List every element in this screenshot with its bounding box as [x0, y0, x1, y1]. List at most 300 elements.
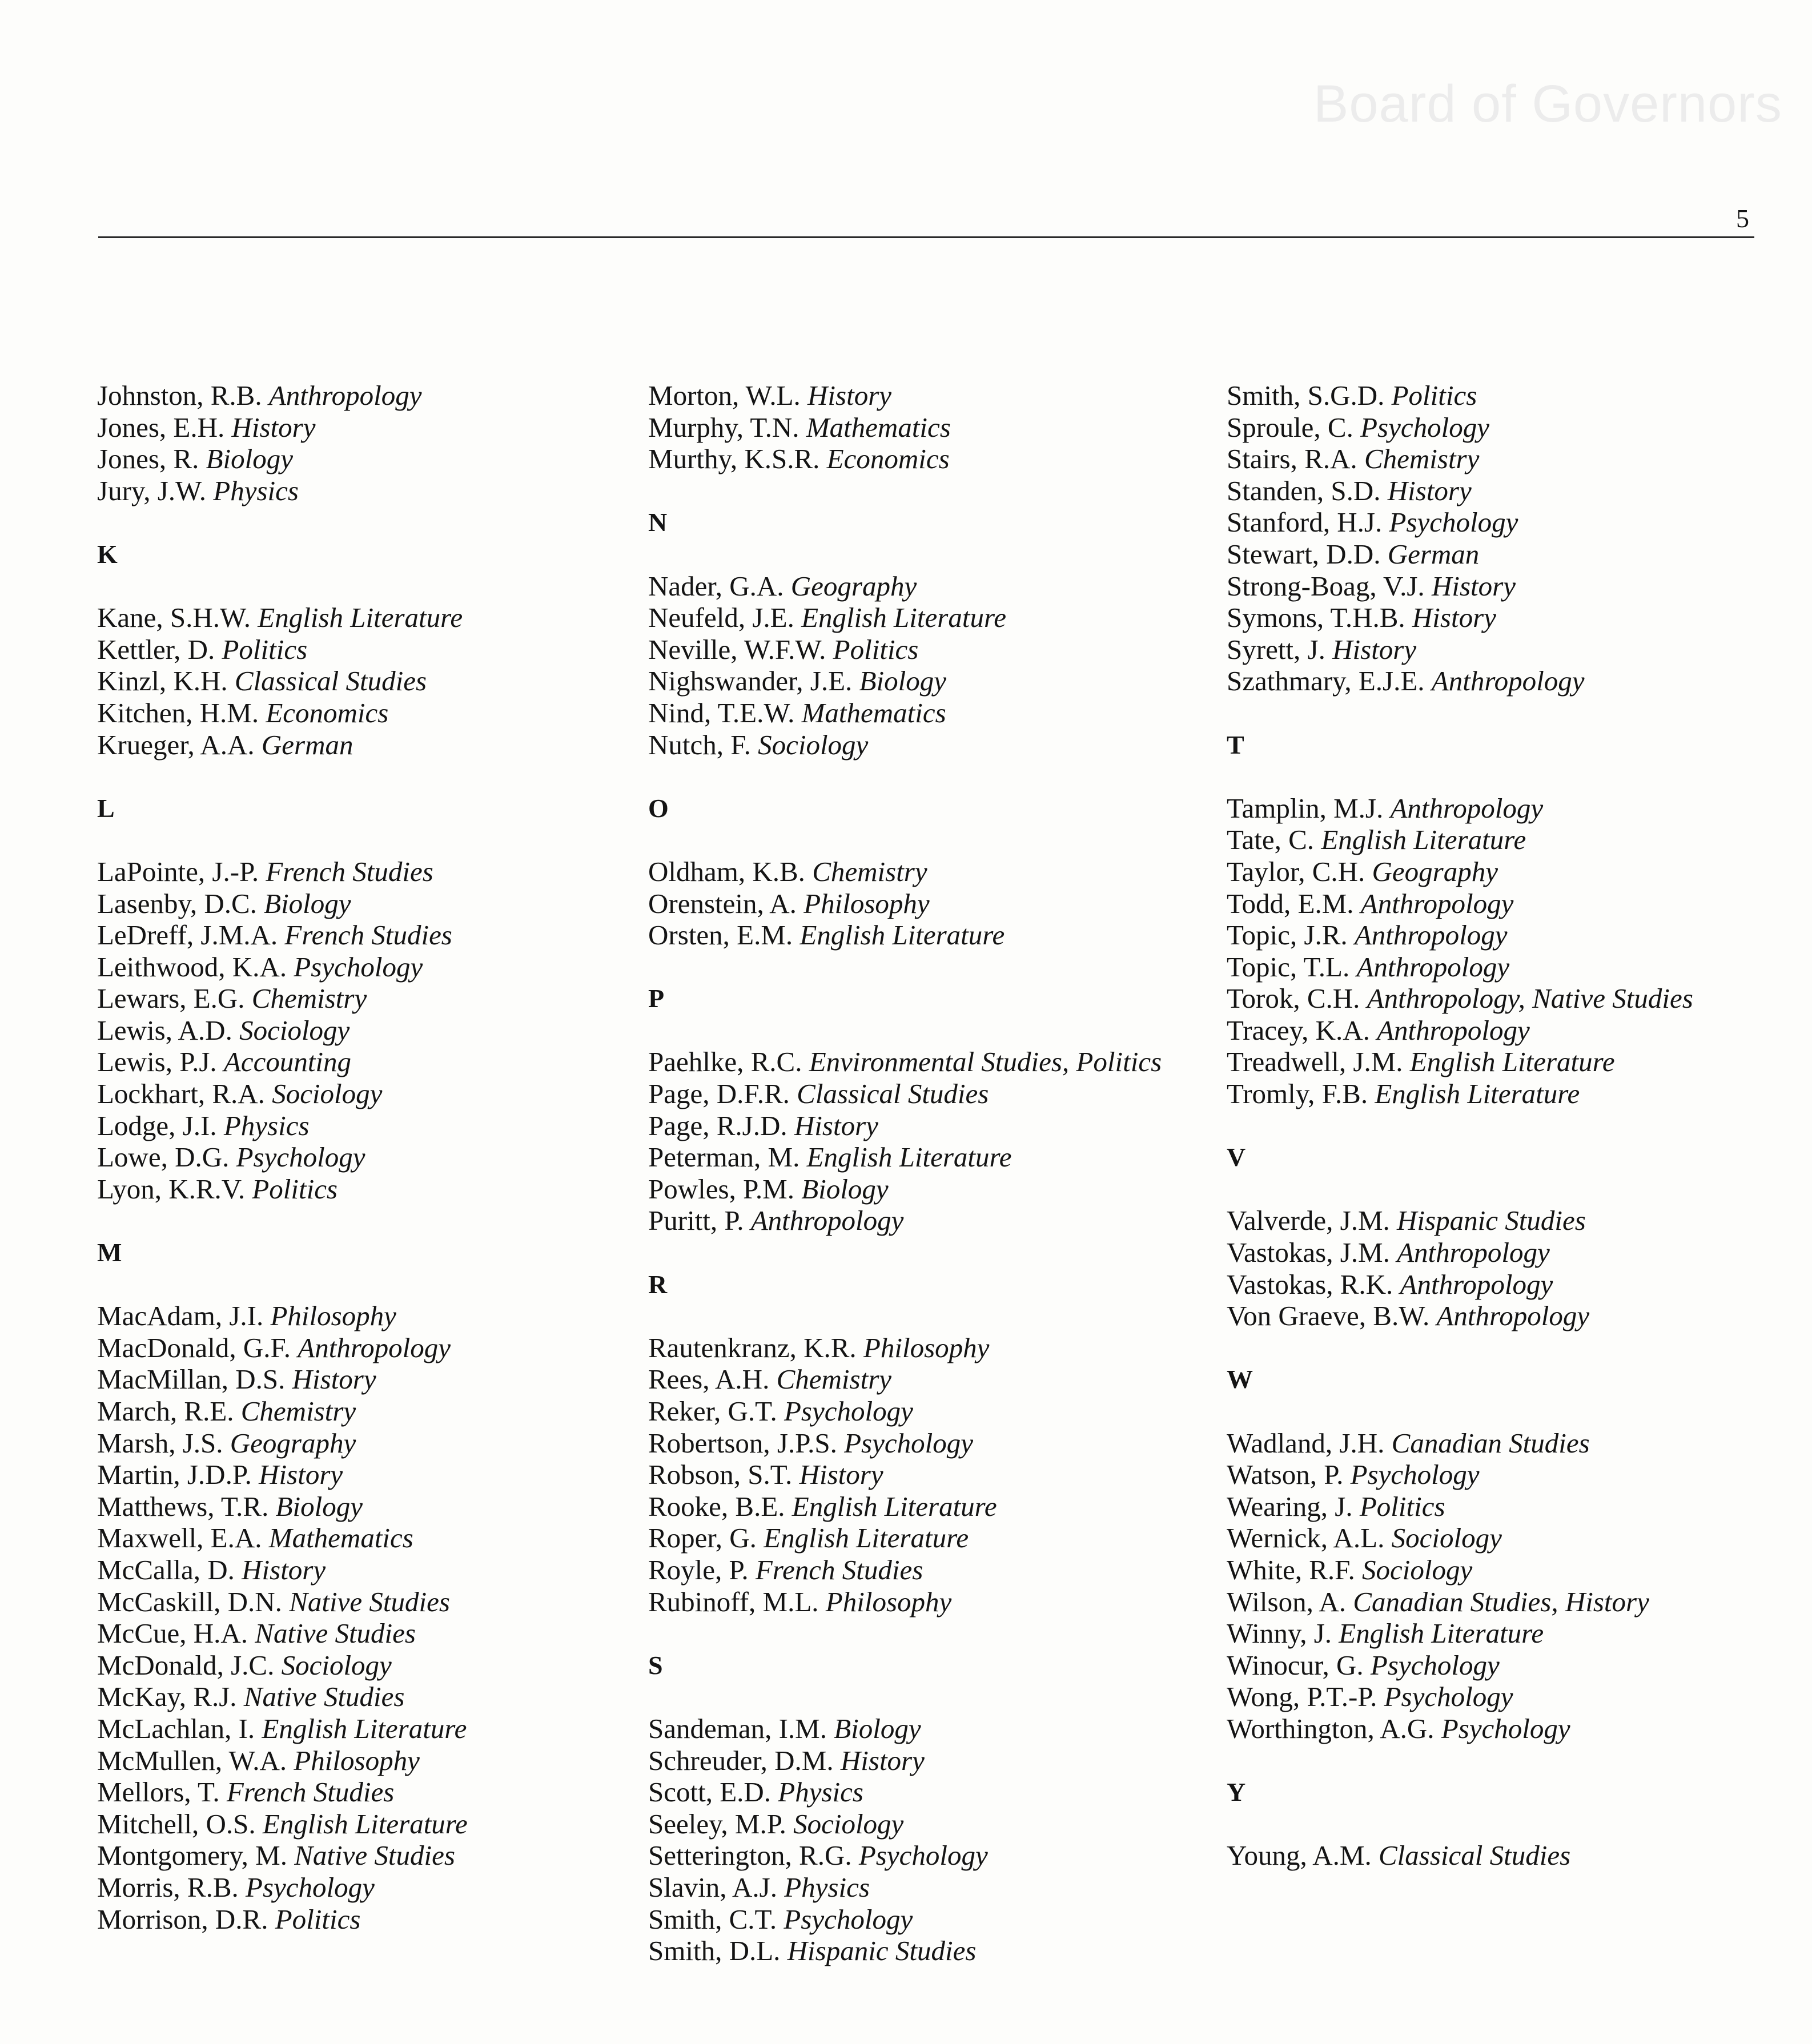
faculty-department: Physics	[213, 474, 299, 506]
faculty-entry	[97, 1840, 468, 1872]
faculty-entry	[648, 697, 1162, 729]
faculty-department: Anthropology	[268, 380, 422, 411]
faculty-department: Chemistry	[1364, 443, 1480, 475]
faculty-entry	[97, 729, 468, 761]
faculty-name: McCaskill, D.N.	[97, 1586, 282, 1618]
faculty-entry	[648, 412, 1162, 444]
faculty-department: Philosophy	[270, 1300, 396, 1332]
faculty-entry	[648, 665, 1162, 697]
faculty-name: Martin, J.D.P.	[97, 1459, 252, 1491]
faculty-name: Treadwell, J.M.	[1227, 1046, 1403, 1078]
faculty-department: Sociology	[1362, 1554, 1473, 1586]
faculty-name: MacDonald, G.F.	[97, 1331, 291, 1363]
section-letter: W	[1227, 1365, 1253, 1394]
bleed-through-heading: Board of Governors	[1313, 75, 1782, 133]
faculty-entry	[97, 1745, 468, 1777]
faculty-entry	[648, 443, 1162, 475]
faculty-department: Geography	[790, 570, 917, 602]
faculty-entry	[1227, 824, 1693, 856]
faculty-name: Jones, R.	[97, 443, 199, 475]
faculty-department: History	[1332, 633, 1417, 665]
faculty-entry	[97, 475, 468, 507]
faculty-name: Standen, S.D.	[1227, 474, 1381, 506]
faculty-entry	[97, 1522, 468, 1554]
faculty-entry	[648, 1427, 1162, 1459]
faculty-entry	[648, 1332, 1162, 1364]
faculty-department: Native Studies	[243, 1681, 405, 1713]
faculty-name: Neville, W.F.W.	[648, 633, 826, 665]
faculty-name: Winny, J.	[1227, 1618, 1332, 1649]
faculty-entry	[97, 1554, 468, 1586]
faculty-entry	[1227, 1491, 1693, 1523]
faculty-name: Wearing, J.	[1227, 1490, 1353, 1522]
faculty-entry	[97, 1649, 468, 1681]
faculty-department: Psychology	[1370, 1649, 1500, 1681]
faculty-name: MacMillan, D.S.	[97, 1363, 286, 1395]
faculty-department: Psychology	[1360, 411, 1489, 443]
faculty-department: History	[840, 1744, 925, 1776]
faculty-department: English Literature	[806, 1141, 1012, 1173]
faculty-entry	[648, 570, 1162, 602]
faculty-name: Young, A.M.	[1227, 1840, 1372, 1872]
faculty-entry	[1227, 1649, 1693, 1681]
faculty-department: Anthropology	[298, 1331, 451, 1363]
faculty-department: Anthropology, Native Studies	[1367, 983, 1693, 1015]
faculty-entry	[97, 1173, 468, 1205]
faculty-name: Maxwell, E.A.	[97, 1522, 262, 1554]
faculty-entry	[1227, 792, 1693, 824]
faculty-entry	[648, 919, 1162, 951]
faculty-entry	[1227, 1269, 1693, 1301]
faculty-name: Marsh, J.S.	[97, 1427, 223, 1459]
faculty-department: Classical Studies	[234, 665, 427, 697]
faculty-department: Psychology	[236, 1141, 365, 1173]
section-letter: N	[648, 508, 668, 537]
faculty-department: German	[261, 729, 353, 761]
faculty-department: Physics	[784, 1871, 870, 1903]
faculty-department: Psychology	[1441, 1712, 1570, 1744]
section-letter: K	[97, 539, 118, 569]
faculty-name: Lasenby, D.C.	[97, 887, 257, 919]
faculty-name: Rubinoff, M.L.	[648, 1586, 819, 1618]
faculty-entry	[97, 1015, 468, 1047]
faculty-name: Puritt, P.	[648, 1205, 744, 1237]
faculty-department: Classical Studies	[797, 1078, 989, 1110]
faculty-department: Biology	[859, 665, 946, 697]
faculty-department: Anthropology	[1354, 919, 1508, 951]
faculty-name: Rooke, B.E.	[648, 1490, 785, 1522]
faculty-entry	[1227, 1205, 1693, 1237]
faculty-name: McDonald, J.C.	[97, 1649, 275, 1681]
faculty-department: History	[1412, 602, 1496, 634]
faculty-department: Accounting	[223, 1046, 352, 1078]
faculty-department: Philosophy	[863, 1331, 990, 1363]
faculty-name: McCalla, D.	[97, 1554, 235, 1586]
faculty-department: Anthropology	[750, 1205, 904, 1237]
faculty-entry	[1227, 1427, 1693, 1459]
section-letter: V	[1227, 1142, 1246, 1172]
faculty-department: Sociology	[758, 729, 869, 761]
faculty-department: History	[807, 380, 892, 411]
faculty-department: Psychology	[246, 1871, 375, 1903]
faculty-entry	[648, 1078, 1162, 1110]
section-letter: M	[97, 1238, 122, 1268]
faculty-name: Lyon, K.R.V.	[97, 1173, 246, 1205]
faculty-department: Mathematics	[268, 1522, 413, 1554]
faculty-department: Anthropology	[1400, 1268, 1553, 1300]
faculty-department: Native Studies	[289, 1586, 450, 1618]
faculty-name: Slavin, A.J.	[648, 1871, 777, 1903]
faculty-name: Kane, S.H.W.	[97, 602, 251, 634]
faculty-name: Lowe, D.G.	[97, 1141, 230, 1173]
faculty-department: Politics	[252, 1173, 338, 1205]
faculty-department: English Literature	[764, 1522, 969, 1554]
faculty-name: Smith, C.T.	[648, 1903, 777, 1935]
faculty-entry	[97, 1363, 468, 1395]
faculty-department: Philosophy	[803, 887, 930, 919]
faculty-entry	[97, 697, 468, 729]
faculty-department: Psychology	[844, 1427, 973, 1459]
faculty-entry	[1227, 1046, 1693, 1078]
faculty-entry	[97, 1078, 468, 1110]
faculty-department: Native Studies	[294, 1840, 455, 1872]
faculty-name: Nader, G.A.	[648, 570, 784, 602]
faculty-department: English Literature	[262, 1712, 467, 1744]
faculty-entry	[97, 1618, 468, 1649]
faculty-name: Schreuder, D.M.	[648, 1744, 834, 1776]
faculty-department: Psychology	[1389, 506, 1518, 538]
faculty-department: Biology	[834, 1712, 921, 1744]
faculty-department: Classical Studies	[1378, 1840, 1571, 1872]
faculty-name: Stanford, H.J.	[1227, 506, 1383, 538]
faculty-department: Anthropology	[1436, 1300, 1590, 1332]
faculty-department: History	[242, 1554, 326, 1586]
faculty-name: Robertson, J.P.S.	[648, 1427, 837, 1459]
faculty-entry	[1227, 951, 1693, 983]
faculty-entry	[1227, 506, 1693, 538]
faculty-entry	[97, 983, 468, 1015]
faculty-entry	[1227, 919, 1693, 951]
faculty-department: Native Studies	[255, 1618, 416, 1649]
faculty-entry	[1227, 1078, 1693, 1110]
faculty-department: Sociology	[272, 1078, 383, 1110]
faculty-department: Sociology	[281, 1649, 392, 1681]
faculty-name: Matthews, T.R.	[97, 1490, 269, 1522]
faculty-name: Scott, E.D.	[648, 1776, 772, 1808]
section-letter: Y	[1227, 1777, 1246, 1807]
faculty-entry	[1227, 665, 1693, 697]
faculty-entry	[648, 1205, 1162, 1237]
faculty-entry	[648, 1935, 1162, 1967]
faculty-department: Economics	[826, 443, 950, 475]
faculty-department: Canadian Studies	[1391, 1427, 1590, 1459]
faculty-department: French Studies	[284, 919, 452, 951]
faculty-name: Leithwood, K.A.	[97, 951, 287, 983]
faculty-entry	[97, 888, 468, 920]
faculty-name: Paehlke, R.C.	[648, 1046, 802, 1078]
faculty-entry	[648, 1554, 1162, 1586]
faculty-department: Politics	[1359, 1490, 1445, 1522]
faculty-entry	[648, 1745, 1162, 1777]
faculty-name: Kitchen, H.M.	[97, 697, 259, 729]
faculty-name: Oldham, K.B.	[648, 855, 805, 887]
faculty-entry	[1227, 1237, 1693, 1269]
faculty-entry	[1227, 538, 1693, 570]
faculty-name: Lewis, P.J.	[97, 1046, 217, 1078]
faculty-entry	[97, 443, 468, 475]
faculty-department: Chemistry	[812, 855, 927, 887]
faculty-entry	[648, 729, 1162, 761]
section-letter: O	[648, 793, 669, 823]
faculty-name: Page, R.J.D.	[648, 1109, 788, 1141]
faculty-entry	[97, 1459, 468, 1491]
faculty-name: Johnston, R.B.	[97, 380, 262, 411]
faculty-name: Murphy, T.N.	[648, 411, 799, 443]
faculty-department: English Literature	[792, 1490, 997, 1522]
faculty-department: Biology	[264, 887, 351, 919]
faculty-department: Psychology	[294, 951, 423, 983]
faculty-entry	[1227, 888, 1693, 920]
faculty-name: Morris, R.B.	[97, 1871, 239, 1903]
faculty-name: Neufeld, J.E.	[648, 602, 794, 634]
faculty-entry	[1227, 983, 1693, 1015]
faculty-entry	[1227, 412, 1693, 444]
faculty-entry	[648, 1173, 1162, 1205]
faculty-department: Sociology	[239, 1014, 350, 1046]
faculty-department: English Literature	[262, 1808, 468, 1840]
faculty-name: Stairs, R.A.	[1227, 443, 1357, 475]
faculty-entry	[97, 856, 468, 888]
faculty-entry	[97, 1681, 468, 1713]
faculty-name: Smith, D.L.	[648, 1935, 781, 1967]
faculty-entry	[97, 665, 468, 697]
faculty-name: Nind, T.E.W.	[648, 697, 795, 729]
faculty-department: French Studies	[226, 1776, 395, 1808]
faculty-entry	[97, 951, 468, 983]
faculty-entry	[648, 1522, 1162, 1554]
faculty-name: Stewart, D.D.	[1227, 538, 1381, 570]
faculty-department: Chemistry	[240, 1395, 356, 1427]
faculty-name: LaPointe, J.-P.	[97, 855, 259, 887]
faculty-department: Canadian Studies, History	[1353, 1586, 1649, 1618]
faculty-name: Nutch, F.	[648, 729, 751, 761]
faculty-entry	[648, 1840, 1162, 1872]
section-letter: P	[648, 984, 665, 1013]
faculty-name: Sproule, C.	[1227, 411, 1353, 443]
faculty-name: Krueger, A.A.	[97, 729, 255, 761]
faculty-entry	[648, 380, 1162, 412]
faculty-entry	[648, 1491, 1162, 1523]
faculty-entry	[97, 1141, 468, 1173]
faculty-entry	[97, 1491, 468, 1523]
faculty-department: Politics	[222, 633, 308, 665]
faculty-entry	[1227, 1554, 1693, 1586]
faculty-name: Royle, P.	[648, 1554, 749, 1586]
faculty-name: Wilson, A.	[1227, 1586, 1347, 1618]
faculty-department: History	[1431, 570, 1516, 602]
faculty-entry	[97, 1427, 468, 1459]
faculty-name: Syrett, J.	[1227, 633, 1325, 665]
faculty-entry	[97, 634, 468, 666]
faculty-department: English Literature	[1321, 824, 1526, 856]
section-letter: S	[648, 1650, 663, 1680]
faculty-name: Rautenkranz, K.R.	[648, 1331, 857, 1363]
faculty-department: French Studies	[266, 855, 433, 887]
faculty-department: Psychology	[784, 1395, 913, 1427]
faculty-department: German	[1387, 538, 1480, 570]
faculty-name: Murthy, K.S.R.	[648, 443, 820, 475]
faculty-entry	[97, 412, 468, 444]
faculty-name: Tromly, F.B.	[1227, 1078, 1368, 1110]
faculty-department: Psychology	[1384, 1681, 1513, 1713]
faculty-entry	[97, 1713, 468, 1745]
faculty-name: Sandeman, I.M.	[648, 1712, 827, 1744]
faculty-name: Morton, W.L.	[648, 380, 801, 411]
faculty-entry	[648, 856, 1162, 888]
faculty-name: McKay, R.J.	[97, 1681, 237, 1713]
faculty-entry	[1227, 1586, 1693, 1618]
faculty-name: Topic, J.R.	[1227, 919, 1348, 951]
faculty-name: Szathmary, E.J.E.	[1227, 665, 1425, 697]
faculty-entry	[648, 1141, 1162, 1173]
header-rule	[98, 236, 1754, 238]
faculty-department: Geography	[1372, 855, 1498, 887]
faculty-entry	[97, 1776, 468, 1808]
faculty-entry	[648, 888, 1162, 920]
faculty-entry	[97, 1300, 468, 1332]
faculty-entry	[97, 1808, 468, 1840]
faculty-department: English Literature	[258, 602, 463, 634]
faculty-department: Sociology	[793, 1808, 904, 1840]
faculty-entry	[1227, 475, 1693, 507]
faculty-department: History	[259, 1459, 343, 1491]
faculty-name: Tracey, K.A.	[1227, 1014, 1370, 1046]
faculty-name: Kettler, D.	[97, 633, 215, 665]
faculty-department: History	[1387, 474, 1472, 506]
faculty-department: Anthropology	[1390, 792, 1544, 824]
page-number: 5	[1736, 204, 1749, 233]
faculty-entry	[648, 1872, 1162, 1904]
faculty-department: French Studies	[755, 1554, 923, 1586]
faculty-name: Wadland, J.H.	[1227, 1427, 1385, 1459]
faculty-name: Page, D.F.R.	[648, 1078, 790, 1110]
faculty-department: History	[794, 1109, 878, 1141]
faculty-entry	[1227, 856, 1693, 888]
faculty-name: Lewis, A.D.	[97, 1014, 232, 1046]
faculty-department: English Literature	[1409, 1046, 1615, 1078]
faculty-entry	[648, 1586, 1162, 1618]
faculty-department: History	[231, 411, 316, 443]
faculty-name: March, R.E.	[97, 1395, 234, 1427]
faculty-entry	[1227, 634, 1693, 666]
faculty-name: Smith, S.G.D.	[1227, 380, 1385, 411]
faculty-entry	[1227, 1522, 1693, 1554]
section-letter: T	[1227, 730, 1244, 759]
faculty-name: Vastokas, J.M.	[1227, 1237, 1390, 1269]
faculty-name: McMullen, W.A.	[97, 1744, 287, 1776]
faculty-entry	[1227, 1015, 1693, 1047]
faculty-entry	[648, 1713, 1162, 1745]
faculty-name: Peterman, M.	[648, 1141, 800, 1173]
faculty-department: Biology	[206, 443, 293, 475]
faculty-entry	[648, 1904, 1162, 1936]
faculty-entry	[648, 634, 1162, 666]
faculty-entry	[1227, 443, 1693, 475]
faculty-department: Biology	[275, 1490, 363, 1522]
faculty-entry	[1227, 1713, 1693, 1745]
faculty-department: Chemistry	[251, 983, 367, 1015]
faculty-name: Watson, P.	[1227, 1459, 1344, 1491]
faculty-department: Politics	[1391, 380, 1477, 411]
faculty-entry	[97, 602, 468, 634]
faculty-entry	[648, 1459, 1162, 1491]
faculty-department: Hispanic Studies	[787, 1935, 977, 1967]
faculty-department: Chemistry	[776, 1363, 892, 1395]
faculty-name: Tate, C.	[1227, 824, 1315, 856]
faculty-name: MacAdam, J.I.	[97, 1300, 264, 1332]
faculty-name: Reker, G.T.	[648, 1395, 777, 1427]
faculty-entry	[97, 1332, 468, 1364]
faculty-name: Rees, A.H.	[648, 1363, 770, 1395]
faculty-department: History	[292, 1363, 376, 1395]
faculty-name: Kinzl, K.H.	[97, 665, 228, 697]
faculty-department: Anthropology	[1431, 665, 1585, 697]
faculty-name: Winocur, G.	[1227, 1649, 1364, 1681]
faculty-name: White, R.F.	[1227, 1554, 1355, 1586]
faculty-name: Jury, J.W.	[97, 474, 207, 506]
faculty-name: Powles, P.M.	[648, 1173, 794, 1205]
faculty-name: Orenstein, A.	[648, 887, 797, 919]
faculty-entry	[97, 1904, 468, 1936]
faculty-entry	[648, 1776, 1162, 1808]
directory-column-2	[648, 380, 1162, 1967]
faculty-department: Mathematics	[806, 411, 951, 443]
faculty-entry	[97, 1046, 468, 1078]
faculty-entry	[648, 1363, 1162, 1395]
directory-column-3	[1227, 380, 1693, 1872]
faculty-department: English Literature	[1339, 1618, 1544, 1649]
faculty-name: Mitchell, O.S.	[97, 1808, 256, 1840]
section-letter: L	[97, 793, 115, 823]
faculty-entry	[1227, 380, 1693, 412]
faculty-name: Jones, E.H.	[97, 411, 225, 443]
faculty-entry	[1227, 1681, 1693, 1713]
faculty-department: Physics	[778, 1776, 863, 1808]
faculty-department: English Literature	[1375, 1078, 1580, 1110]
faculty-name: Valverde, J.M.	[1227, 1205, 1390, 1237]
faculty-department: Anthropology	[1397, 1237, 1550, 1269]
faculty-name: Todd, E.M.	[1227, 887, 1354, 919]
faculty-name: Morrison, D.R.	[97, 1903, 268, 1935]
faculty-entry	[1227, 602, 1693, 634]
faculty-name: Nighswander, J.E.	[648, 665, 853, 697]
faculty-name: Lewars, E.G.	[97, 983, 245, 1015]
faculty-department: Physics	[223, 1109, 310, 1141]
faculty-department: Anthropology	[1377, 1014, 1530, 1046]
faculty-name: Topic, T.L.	[1227, 951, 1350, 983]
faculty-department: Anthropology	[1360, 887, 1514, 919]
faculty-name: Seeley, M.P.	[648, 1808, 786, 1840]
faculty-department: Philosophy	[825, 1586, 952, 1618]
faculty-name: Orsten, E.M.	[648, 919, 793, 951]
faculty-entry	[97, 919, 468, 951]
faculty-department: Psychology	[1350, 1459, 1480, 1491]
faculty-name: McCue, H.A.	[97, 1618, 248, 1649]
faculty-name: Strong-Boag, V.J.	[1227, 570, 1425, 602]
faculty-name: Worthington, A.G.	[1227, 1712, 1435, 1744]
faculty-name: Wernick, A.L.	[1227, 1522, 1385, 1554]
faculty-name: Wong, P.T.-P.	[1227, 1681, 1377, 1713]
